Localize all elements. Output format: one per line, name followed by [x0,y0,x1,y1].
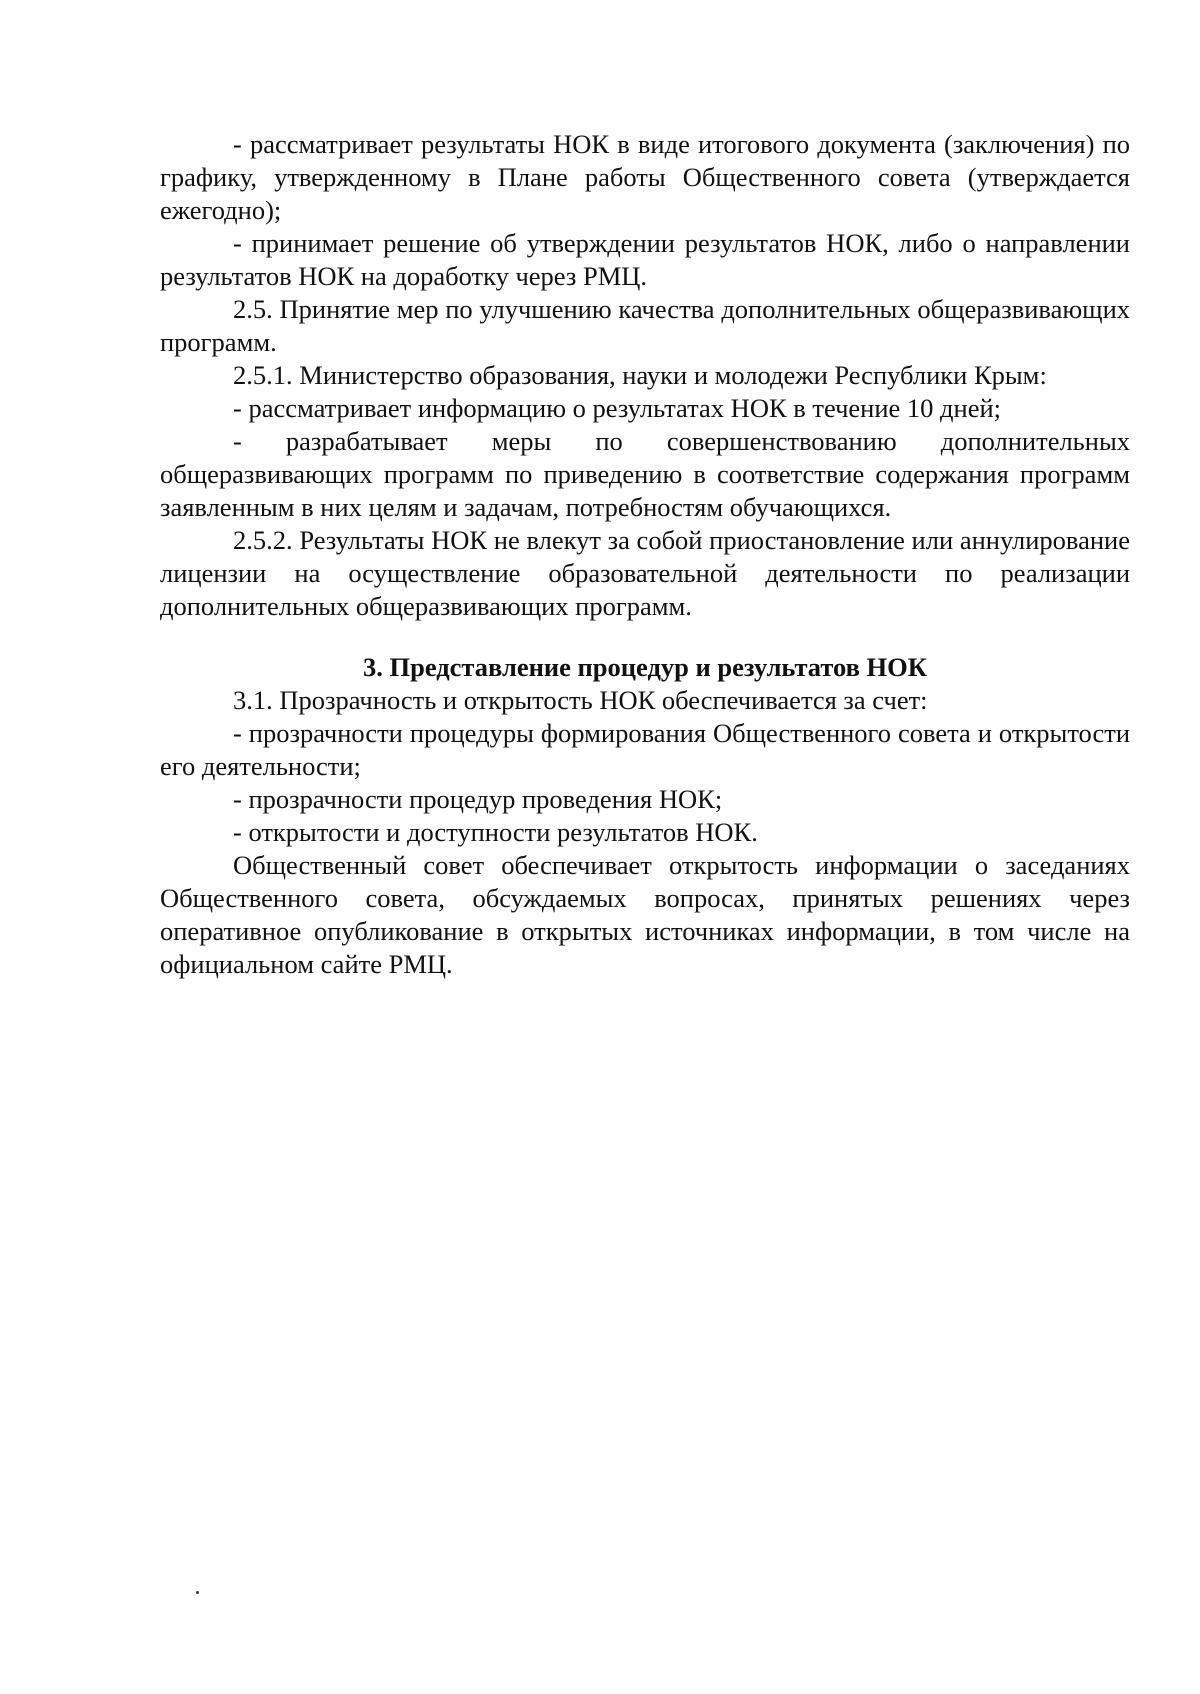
paragraph-accept-decision: - принимает решение об утверждении результатов НОК, либо о направлении результатов НОК на доработку через РМЦ. [160,228,1130,291]
document-page [160,128,1130,981]
paragraph-openness-results: - открытости и доступности результатов НОК. [233,817,758,847]
paragraph-council-openness: Общественный совет обеспечивает открытость информации о заседаниях Общественного совета, обсуждаемых вопросах, принятых решениях через оперативное опубликование в открытых источниках информации, в том числе на официальном сайте РМЦ. [160,850,1130,979]
paragraph-2-5-2: 2.5.2. Результаты НОК не влекут за собой приостановление или аннулирование лицензии на осуществление образовательной деятельности по реализации дополнительных общеразвивающих программ. [160,525,1130,621]
paragraph-2-5: 2.5. Принятие мер по улучшению качества дополнительных общеразвивающих программ. [160,294,1130,357]
paragraph-transparency-procedures: - прозрачности процедур проведения НОК; [233,784,723,814]
section-3-heading: 3. Представление процедур и результатов НОК [363,652,927,682]
paragraph-review-info: - рассматривает информацию о результатах НОК в течение 10 дней; [233,393,1002,423]
paragraph-3-1: 3.1. Прозрачность и открытость НОК обеспечивается за счет: [233,685,928,715]
paragraph-transparency-council: - прозрачности процедуры формирования Общественного совета и открытости его деятельности; [160,718,1130,781]
scan-speck [196,1591,199,1594]
paragraph-review-results: - рассматривает результаты НОК в виде итогового документа (заключения) по графику, утвержденному в Плане работы Общественного совета (утверждается ежегодно); [160,129,1130,225]
paragraph-2-5-1: 2.5.1. Министерство образования, науки и молодежи Республики Крым: [233,360,1047,390]
paragraph-develop-measures: - разрабатывает меры по совершенствованию дополнительных общеразвивающих программ по приведению в соответствие содержания программ заявленным в них целям и задачам, потребностям обучающихся. [160,426,1130,522]
